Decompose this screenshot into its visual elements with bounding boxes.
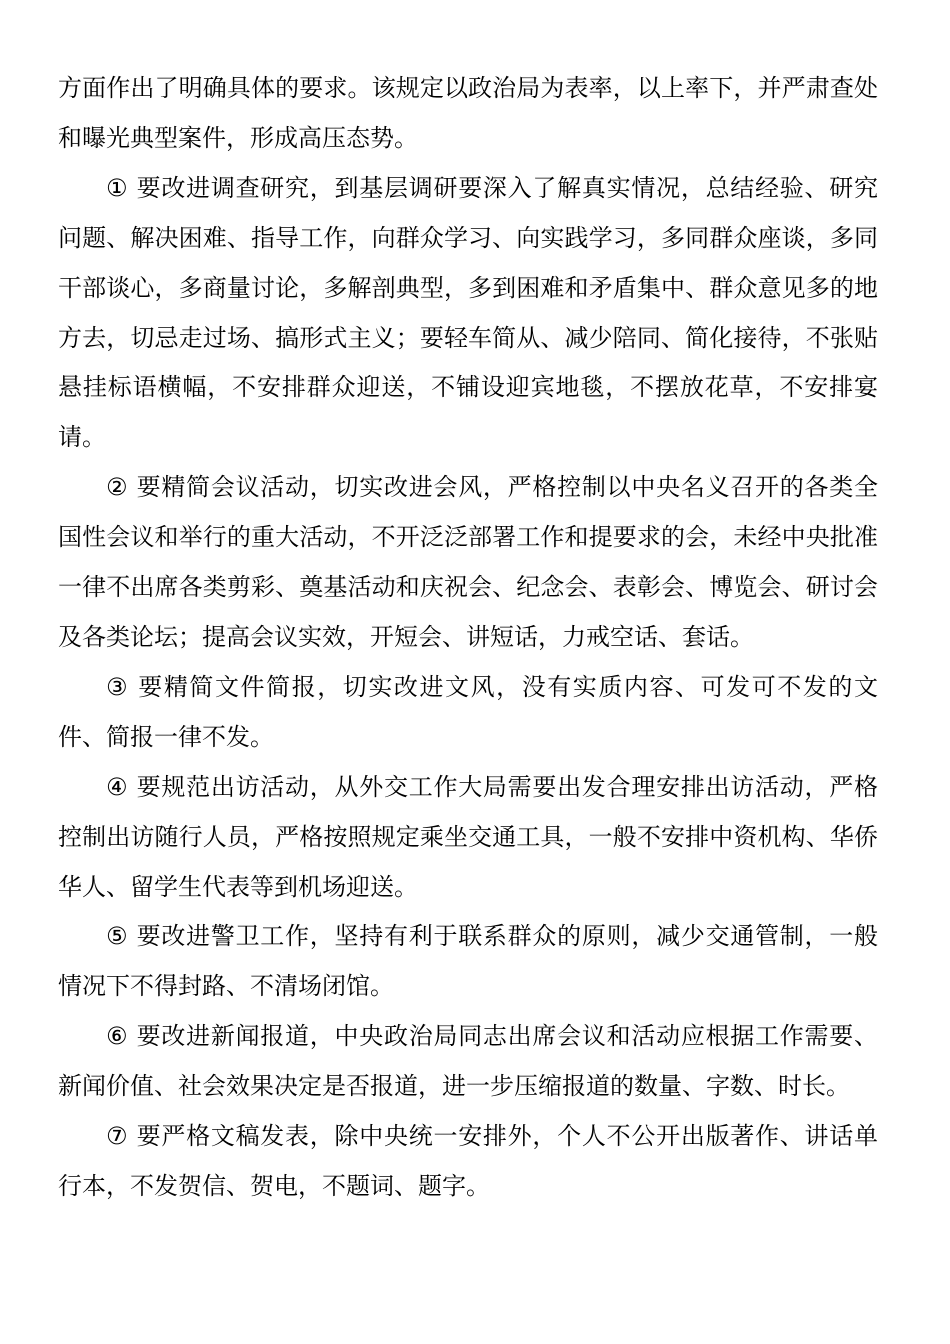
document-body — [58, 64, 878, 1212]
paragraph-item-4: ④ 要规范出访活动，从外交工作大局需要出发合理安排出访活动，严格控制出访随行人员，严格按照规定乘坐交通工具，一般不安排中资机构、华侨华人、留学生代表等到机场迎送。 — [58, 772, 878, 901]
paragraph-item-3: ③ 要精简文件简报，切实改进文风，没有实质内容、可发可不发的文件、简报一律不发。 — [58, 672, 878, 751]
paragraph-item-2: ② 要精简会议活动，切实改进会风，严格控制以中央名义召开的各类全国性会议和举行的重大活动，不开泛泛部署工作和提要求的会，未经中央批准一律不出席各类剪彩、奠基活动和庆祝会、纪念会、表彰会、博览会、研讨会及各类论坛；提高会议实效，开短会、讲短话，力戒空话、套话。 — [58, 473, 878, 651]
paragraph-item-5: ⑤ 要改进警卫工作，坚持有利于联系群众的原则，减少交通管制，一般情况下不得封路、不清场闭馆。 — [58, 922, 878, 1001]
paragraph-item-6: ⑥ 要改进新闻报道，中央政治局同志出席会议和活动应根据工作需要、新闻价值、社会效果决定是否报道，进一步压缩报道的数量、字数、时长。 — [58, 1022, 878, 1101]
paragraph-item-7: ⑦ 要严格文稿发表，除中央统一安排外，个人不公开出版著作、讲话单行本，不发贺信、贺电，不题词、题字。 — [58, 1122, 878, 1200]
paragraph-item-1: ① 要改进调查研究，到基层调研要深入了解真实情况，总结经验、研究问题、解决困难、指导工作，向群众学习、向实践学习，多同群众座谈，多同干部谈心，多商量讨论，多解剖典型，多到困难和矛盾集中、群众意见多的地方去，切忌走过场、搞形式主义；要轻车简从、减少陪同、简化接待，不张贴悬挂标语横幅，不安排群众迎送，不铺设迎宾地毯，不摆放花草，不安排宴请。 — [58, 173, 878, 452]
paragraph-continuation: 方面作出了明确具体的要求。该规定以政治局为表率，以上率下，并严肃查处和曝光典型案件，形成高压态势。 — [58, 74, 878, 152]
